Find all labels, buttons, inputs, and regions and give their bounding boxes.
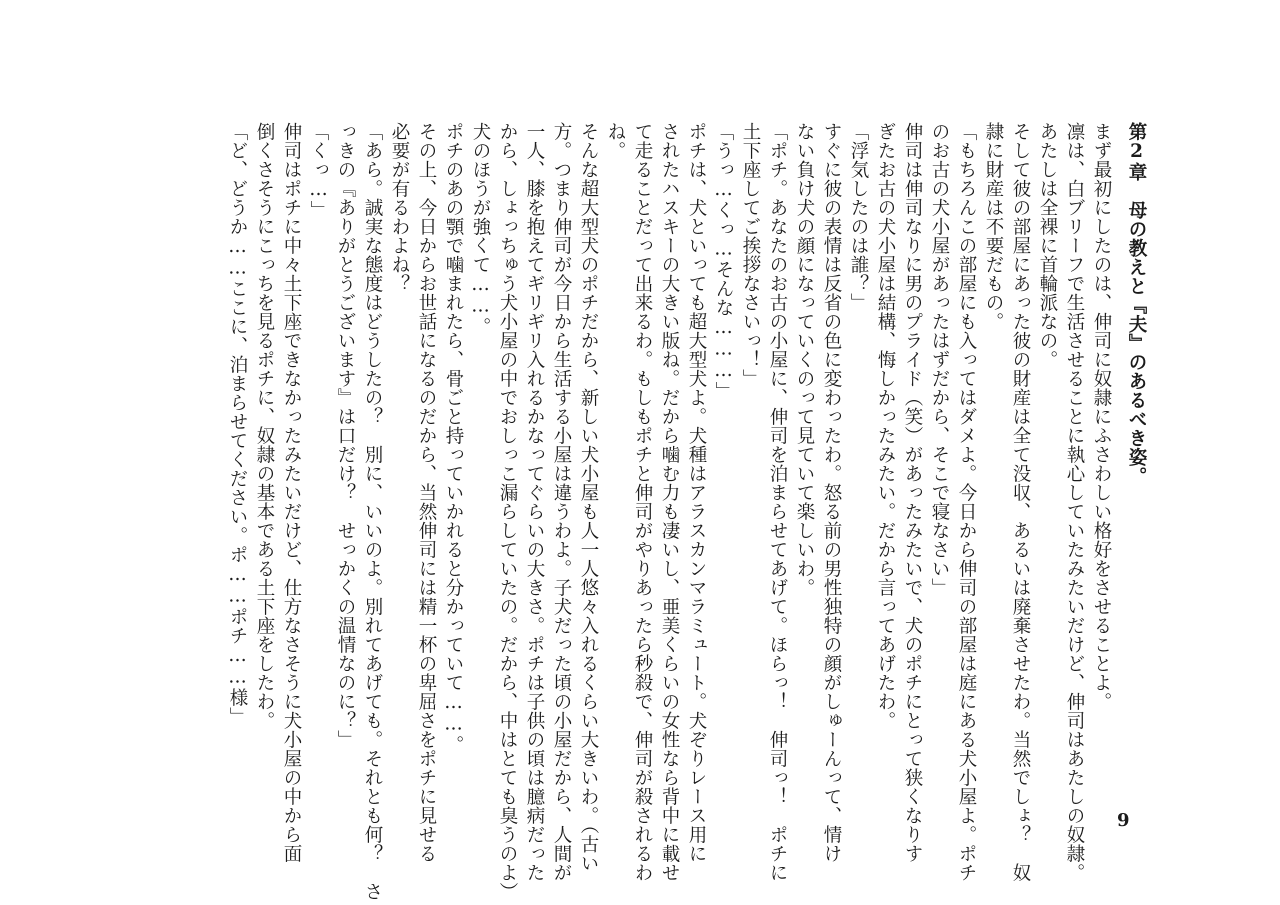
text-line: 凛は、白ブリーフで生活させることに執心していたみたいだけど、伸司はあたしの奴隷。	[1064, 122, 1085, 882]
text-line: 伸司は伸司なりに男のプライド（笑）があったみたいで、犬のポチにとって狭くなりす	[902, 122, 923, 863]
text-line: 「あら。誠実な態度はどうしたの？ 別に、いいのよ。別れてあげても。それとも何？ さ	[362, 122, 383, 901]
text-line: 「うっ…くっ…そんな………」	[713, 122, 734, 401]
text-line: 「ど、どうか……ここに、泊まらせてください。ポ……ポチ……様」	[227, 122, 248, 726]
text-line: ポチは、犬といっても超大型犬よ。犬種はアラスカンマラミュート。犬ぞりレース用に	[686, 122, 707, 863]
text-line: ない負け犬の顔になっていくのって見ていて楽しいわ。	[794, 122, 815, 597]
text-line: そんな超大型犬のポチだから、新しい犬小屋も人一人悠々入れるくらい大きいわ。（古い	[578, 122, 599, 873]
text-line: まず最初にしたのは、伸司に奴隷にふさわしい格好をさせることよ。	[1091, 122, 1112, 711]
text-line: っきの『ありがとうございます』は口だけ？ せっかくの温情なのに？」	[335, 122, 356, 749]
text-line: 「くっ…」	[308, 122, 329, 220]
text-line: その上、今日からお世話になるのだから、当然伸司には精一杯の卑屈さをポチに見せる	[416, 122, 437, 863]
text-line: 土下座してご挨拶なさいっ！」	[740, 122, 761, 388]
text-line: そして彼の部屋にあった彼の財産は全て没収、あるいは廃棄させたわ。当然でしょ？ 奴	[1010, 122, 1031, 882]
text-line: のお古の犬小屋があったはずだから、そこで寝なさい」	[929, 122, 950, 597]
text-line: ね。	[605, 122, 626, 160]
text-line: すぐに彼の表情は反省の色に変わったわ。怒る前の男性独特の顔がしゅーんって、情け	[821, 122, 842, 863]
text-line: 必要が有るわよね？	[389, 122, 410, 293]
text-line: て走ることだって出来るわ。もしもポチと伸司がやりあったら秒殺で、伸司が殺されるわ	[632, 122, 653, 882]
page-number: 9	[1117, 810, 1130, 831]
chapter-title: 第2章 母の教えと『夫』のあるべき姿。	[1126, 122, 1147, 486]
text-line: ぎたお古の犬小屋は結構、悔しかったみたい。だから言ってあげたわ。	[875, 122, 896, 730]
text-line: 倒くさそうにこっちを見るポチに、奴隷の基本である土下座をしたわ。	[254, 122, 275, 730]
text-line: されたハスキーの大きい版ね。だから噛む力も凄いし、亜美くらいの女性なら背中に載せ	[659, 122, 680, 882]
text-line: ポチのあの顎で噛まれたら、骨ごと持っていかれると分かっていて……。	[443, 122, 464, 754]
text-line: から、しょっちゅう犬小屋の中でおしっこ漏らしていたの。だから、中はとても臭うのよ）	[497, 122, 518, 901]
text-line: 一人、膝を抱えてギリギリ入れるかなってぐらいの大きさ。ポチは子供の頃は臆病だった	[524, 122, 545, 882]
text-line: 隷に財産は不要だもの。	[983, 122, 1004, 331]
text-line: 方。つまり伸司が今日から生活する小屋は違うわよ。子犬だった頃の小屋だから、人間が	[551, 122, 572, 882]
text-line: 「ポチ。あなたのお古の小屋に、伸司を泊まらせてあげて。ほらっ！ 伸司っ！ ポチに	[767, 122, 788, 882]
text-line: 「浮気したのは誰？」	[848, 122, 869, 312]
vertical-text-body	[224, 122, 1150, 901]
text-line: あたしは全裸に首輪派なの。	[1037, 122, 1058, 369]
text-line: 「もちろんこの部屋にも入ってはダメよ。今日から伸司の部屋は庭にある犬小屋よ。ポチ	[956, 122, 977, 882]
text-line: 伸司はポチに中々土下座できなかったみたいだけど、仕方なさそうに犬小屋の中から面	[281, 122, 302, 863]
text-line: 犬のほうが強くて……。	[470, 122, 491, 336]
